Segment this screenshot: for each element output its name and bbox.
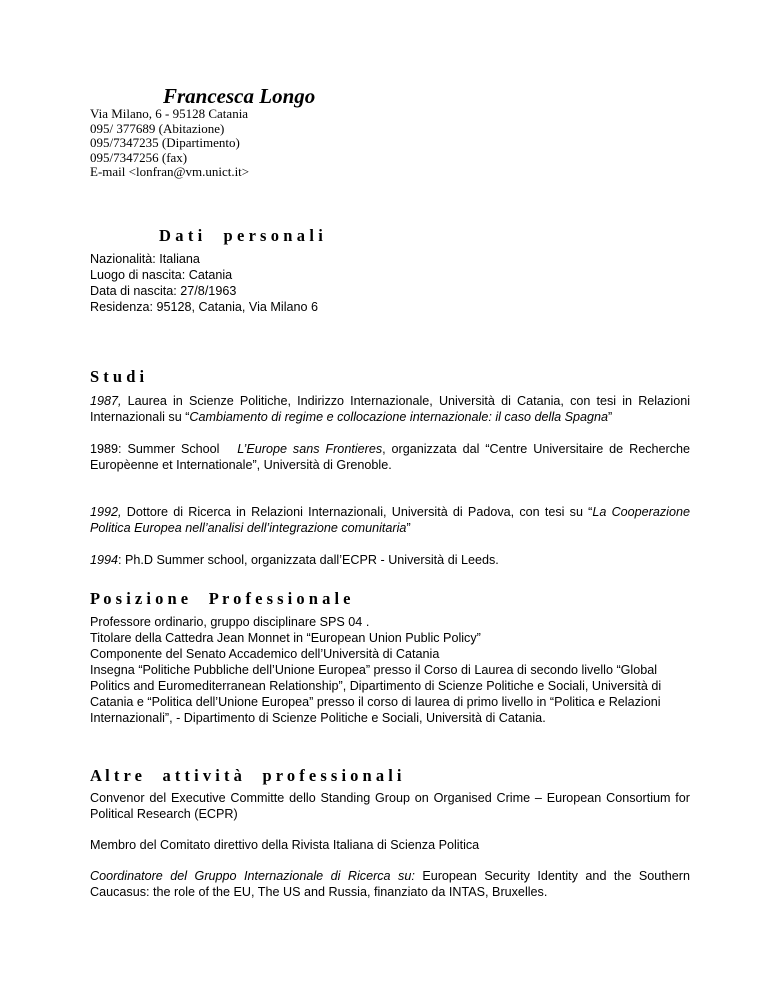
entry-text: : Ph.D Summer school, organizzata dall’ECPR - Università di Leeds.	[118, 553, 499, 567]
person-name: Francesca Longo	[163, 84, 316, 108]
position-line: Catania e “Politica dell’Unione Europea” presso il corso di laurea di primo livello in “Politica e Relazioni	[90, 695, 661, 709]
entry-text: Dottore di Ricerca in Relazioni Internazionali, Università di Padova, con tesi su “	[121, 505, 593, 519]
address-line: Via Milano, 6 - 95128 Catania	[90, 106, 249, 121]
position-block	[90, 614, 710, 726]
entry-text: European Security Identity and the Southern Caucasus: the role of the EU, The US and Russia, finanziato da INTAS, Bruxelles.	[90, 869, 690, 899]
position-line: Professore ordinario, gruppo disciplinare SPS 04 .	[90, 615, 370, 629]
studi-entry-1987	[90, 393, 690, 425]
position-line: Internazionali”, - Dipartimento di Scienze Politiche e Sociali, Università di Catania.	[90, 711, 546, 725]
birthdate-line: Data di nascita: 27/8/1963	[90, 284, 237, 298]
fax-line: 095/7347256 (fax)	[90, 149, 188, 165]
entry-year: 1994	[90, 553, 119, 567]
contact-block	[90, 107, 249, 180]
residence-line: Residenza: 95128, Catania, Via Milano 6	[90, 300, 319, 314]
nationality-line: Nazionalità: Italiana	[90, 252, 200, 266]
altre-entry-coordinatore	[90, 868, 690, 900]
section-heading-posizione: P o s i z i o n e P r o f e s s i o n a l e	[90, 589, 351, 608]
position-line: Componente del Senato Accademico dell’Università di Catania	[90, 647, 440, 661]
section-heading-altre-attivita: A l t r e a t t i v i t à p r o f e s s i o n a l i	[90, 766, 402, 785]
entry-year: 1987,	[90, 394, 122, 408]
section-heading-studi: S t u d i	[90, 367, 145, 386]
department-phone-line: 095/7347235 (Dipartimento)	[90, 135, 240, 151]
studi-entry-1989	[90, 441, 690, 473]
school-title: L’Europe sans Frontieres	[237, 442, 383, 456]
position-line: Politics and Euromediterranean Relationship”, Dipartimento di Scienze Politiche e Sociali, Università di	[90, 679, 662, 693]
home-phone-line: 095/ 377689 (Abitazione)	[90, 120, 225, 136]
studi-entry-1992	[90, 504, 690, 536]
studi-entry-1994	[90, 552, 690, 568]
position-line: Insegna “Politiche Pubbliche dell’Unione Europea” presso il Corso di Laurea di secondo livello “Global	[90, 663, 658, 677]
entry-end: ”	[608, 410, 613, 424]
altre-entry-comitato: Membro del Comitato direttivo della Rivista Italiana di Scienza Politica	[90, 838, 480, 852]
entry-text: Laurea in Scienze Politiche, Indirizzo Internazionale, Università di Catania, con tesi in Relazioni Internazionali su “	[90, 394, 690, 424]
birthplace-line: Luogo di nascita: Catania	[90, 268, 233, 282]
personal-data-block	[90, 251, 318, 315]
email-line: E-mail <lonfran@vm.unict.it>	[90, 164, 250, 180]
altre-entry-convenor: Convenor del Executive Committe dello Standing Group on Organised Crime – European Consortium for Political Research (ECPR)	[90, 791, 690, 821]
entry-end: ”	[406, 521, 411, 535]
entry-text: , organizzata dal “Centre Universitaire de Recherche Europèenne et Internationale”, Università di Grenoble.	[90, 442, 690, 472]
thesis-title: Cambiamento di regime e collocazione internazionale: il caso della Spagna	[189, 410, 609, 424]
entry-year: 1992,	[90, 505, 122, 519]
entry-prefix: 1989: Summer School	[90, 442, 238, 456]
position-line: Titolare della Cattedra Jean Monnet in “European Union Public Policy”	[90, 631, 481, 645]
entry-role: Coordinatore del Gruppo Internazionale di Ricerca su:	[90, 869, 423, 883]
thesis-title: La Cooperazione Politica Europea nell’analisi dell’integrazione comunitaria	[90, 505, 690, 535]
section-heading-dati-personali: D a t i p e r s o n a l i	[159, 226, 323, 245]
